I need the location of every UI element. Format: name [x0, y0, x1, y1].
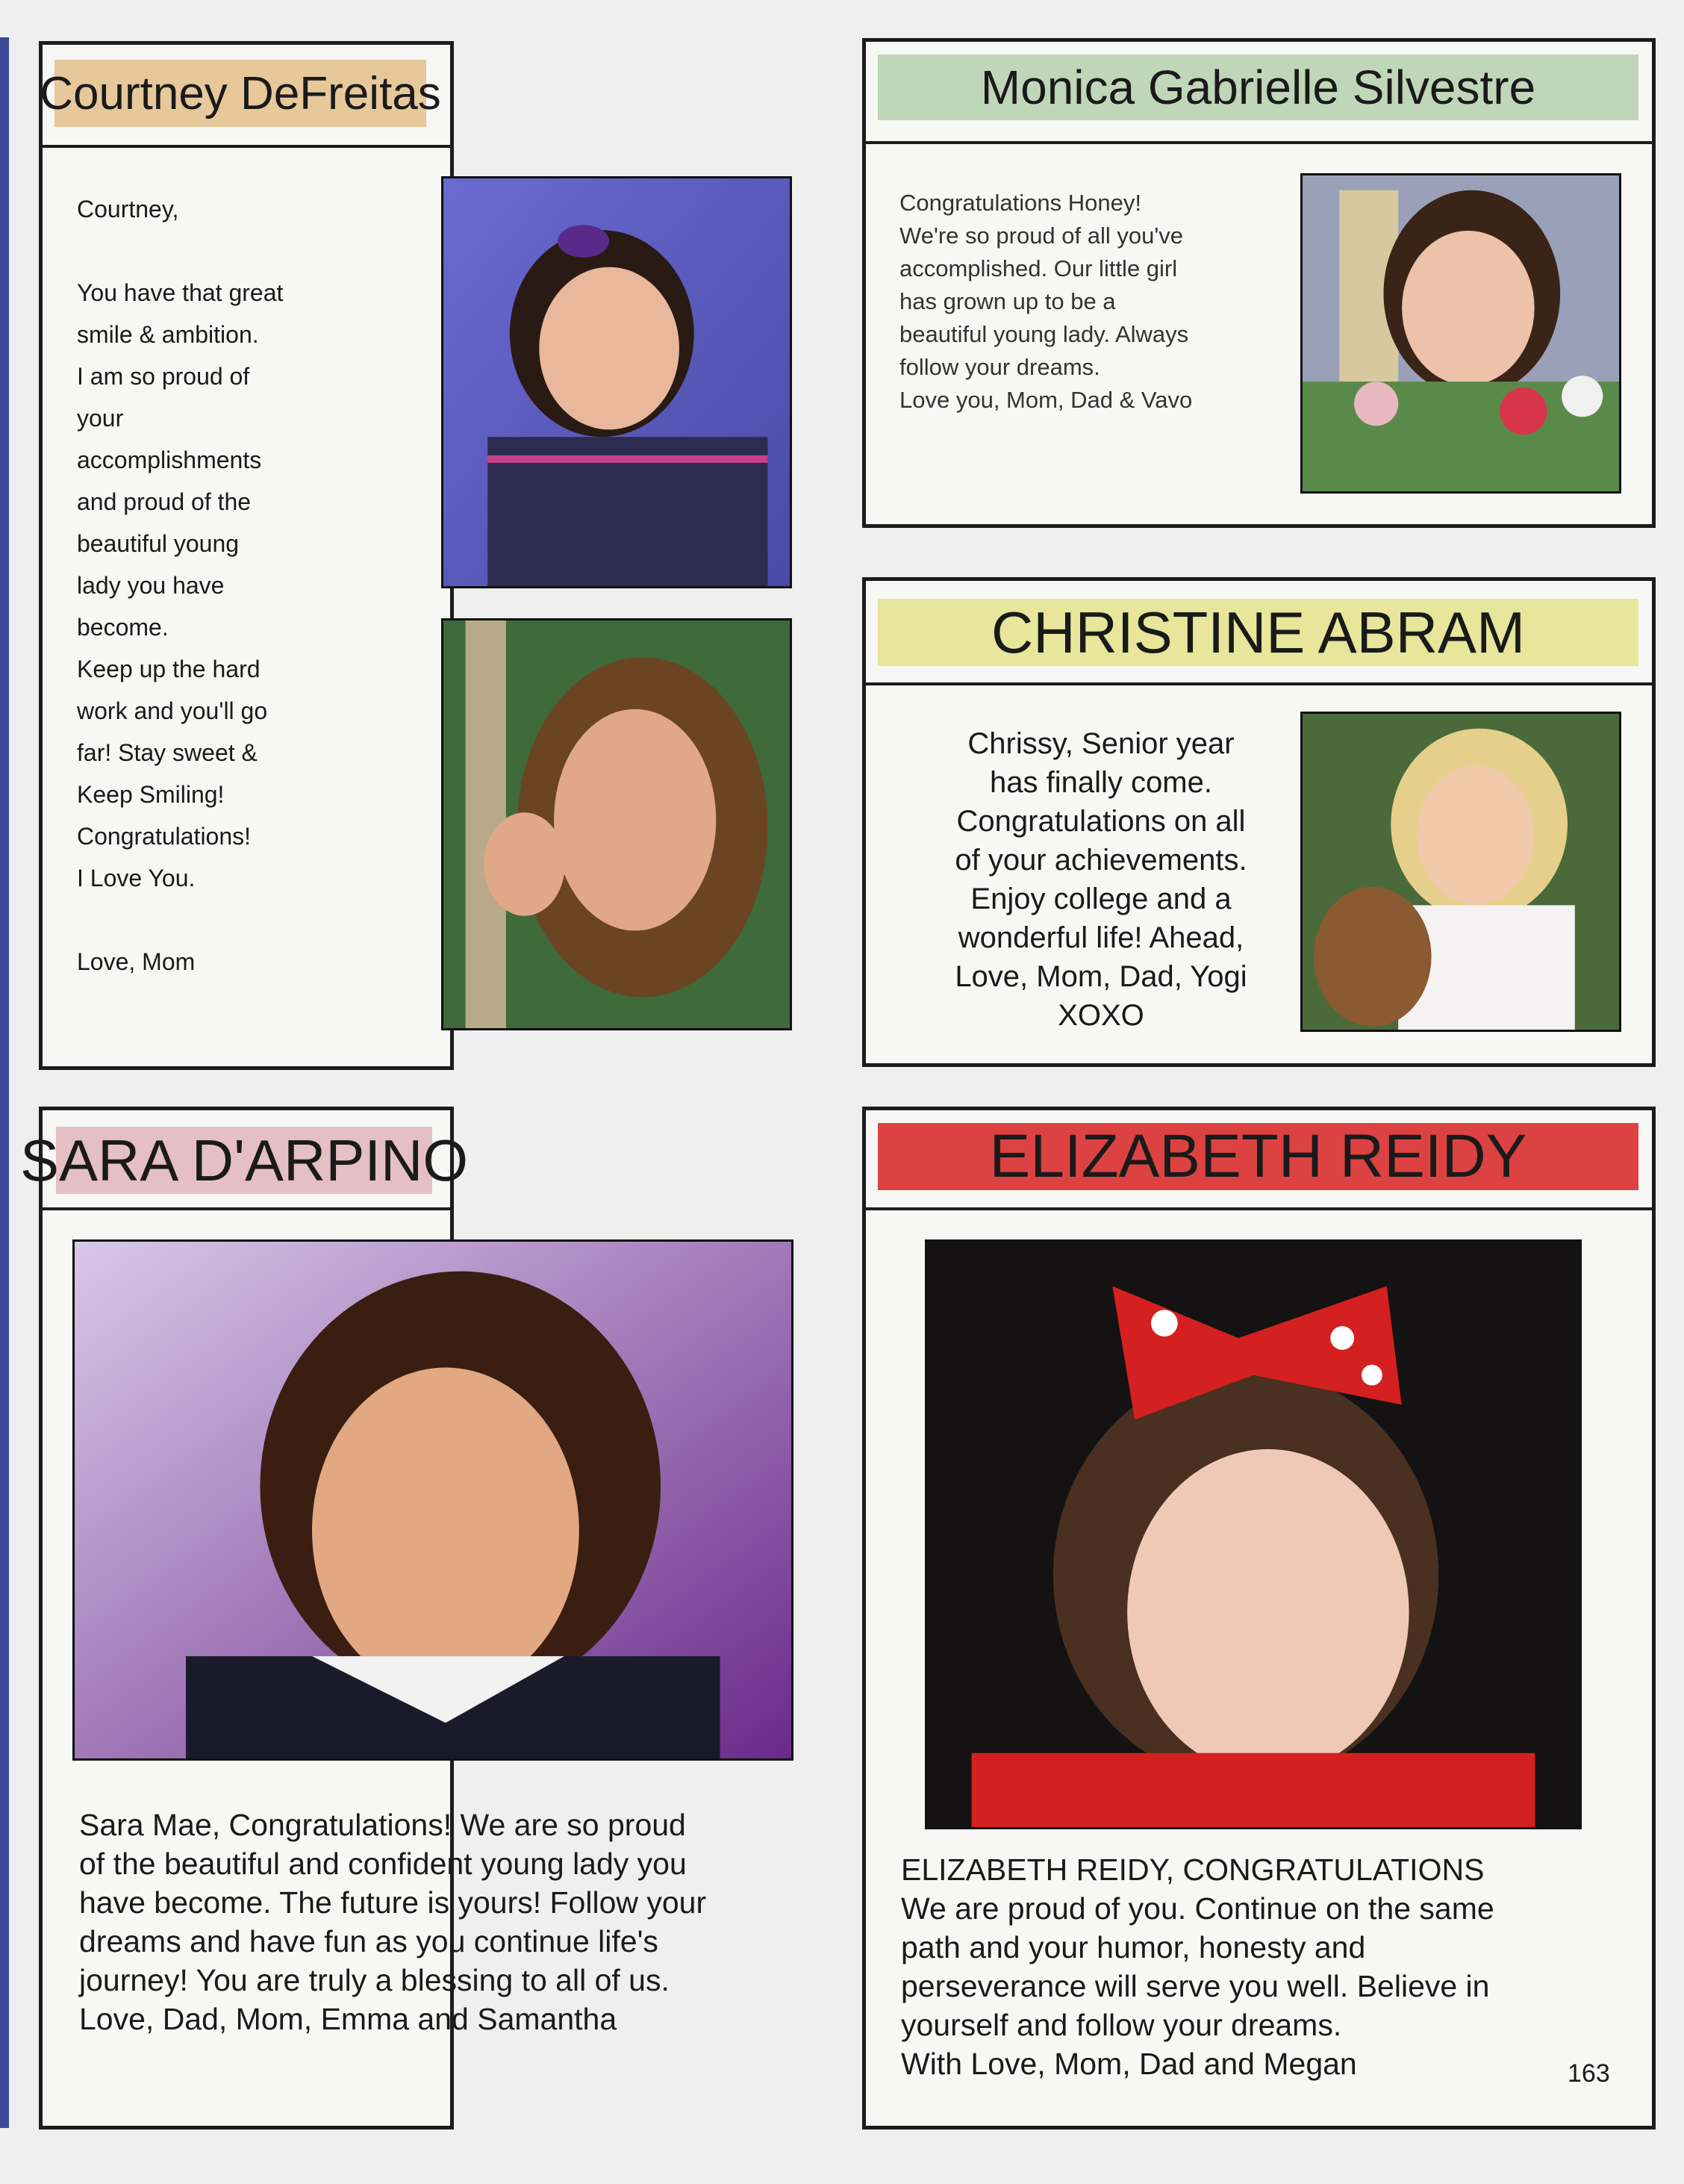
baby-portrait-photo [441, 176, 792, 588]
divider [866, 682, 1652, 685]
name-banner [878, 599, 1638, 666]
divider [866, 141, 1652, 144]
child-with-red-bow-photo [925, 1239, 1582, 1829]
message-text: Sara Mae, Congratulations! We are so proud of the beautiful and confident young lady you have become. The future is yours! Follow your dreams and have fun as you continue life's journey! You are truly a blessing to all of us. Love, Dad, Mom, Emma and Samantha [79, 1808, 707, 2036]
page-number: 163 [1568, 2059, 1610, 2088]
name-banner [40, 60, 441, 127]
divider [866, 1207, 1652, 1210]
child-with-toy-dog-photo [1300, 712, 1621, 1032]
binding-edge [0, 37, 9, 2128]
name-banner [19, 1127, 469, 1194]
student-name: SARA D'ARPINO [19, 1127, 469, 1193]
message-text: Chrissy, Senior year has finally come. Congratulations on all of your achievements. Enjoy college and a wonderful life! Ahead, Love, Mom, Dad, Yogi XOXO [955, 727, 1247, 1032]
student-name: ELIZABETH REIDY [989, 1122, 1527, 1190]
student-name: CHRISTINE ABRAM [991, 599, 1526, 665]
divider [43, 1207, 450, 1210]
name-banner [878, 55, 1638, 120]
student-name: Monica Gabrielle Silvestre [980, 60, 1536, 114]
student-name: Courtney DeFreitas [40, 67, 441, 119]
message-text: ELIZABETH REIDY, CONGRATULATIONS We are proud of you. Continue on the same path and your humor, honesty and perseverance will serve you well. Believe in yourself and follow your dreams. With Love, Mom, Dad and Megan [901, 1852, 1494, 2081]
message-text: Congratulations Honey! We're so proud of all you've accomplished. Our little girl has grown up to be a beautiful young lady. Always follow your dreams. Love you, Mom, Dad & Vavo [899, 190, 1193, 413]
child-with-tulips-photo [1300, 173, 1621, 494]
name-banner [878, 1123, 1638, 1190]
school-portrait-photo [72, 1239, 793, 1761]
tribute-card-courtney [39, 41, 454, 1070]
teen-portrait-photo [441, 618, 792, 1030]
message-text: Courtney, You have that great smile & ambition. I am so proud of your accomplishments and proud of the beautiful young lady you have become. Keep up the hard work and you'll go far! Stay sweet & Keep Smiling! Congratulations! I Love You. Love, Mom [77, 196, 284, 975]
divider [43, 145, 450, 148]
